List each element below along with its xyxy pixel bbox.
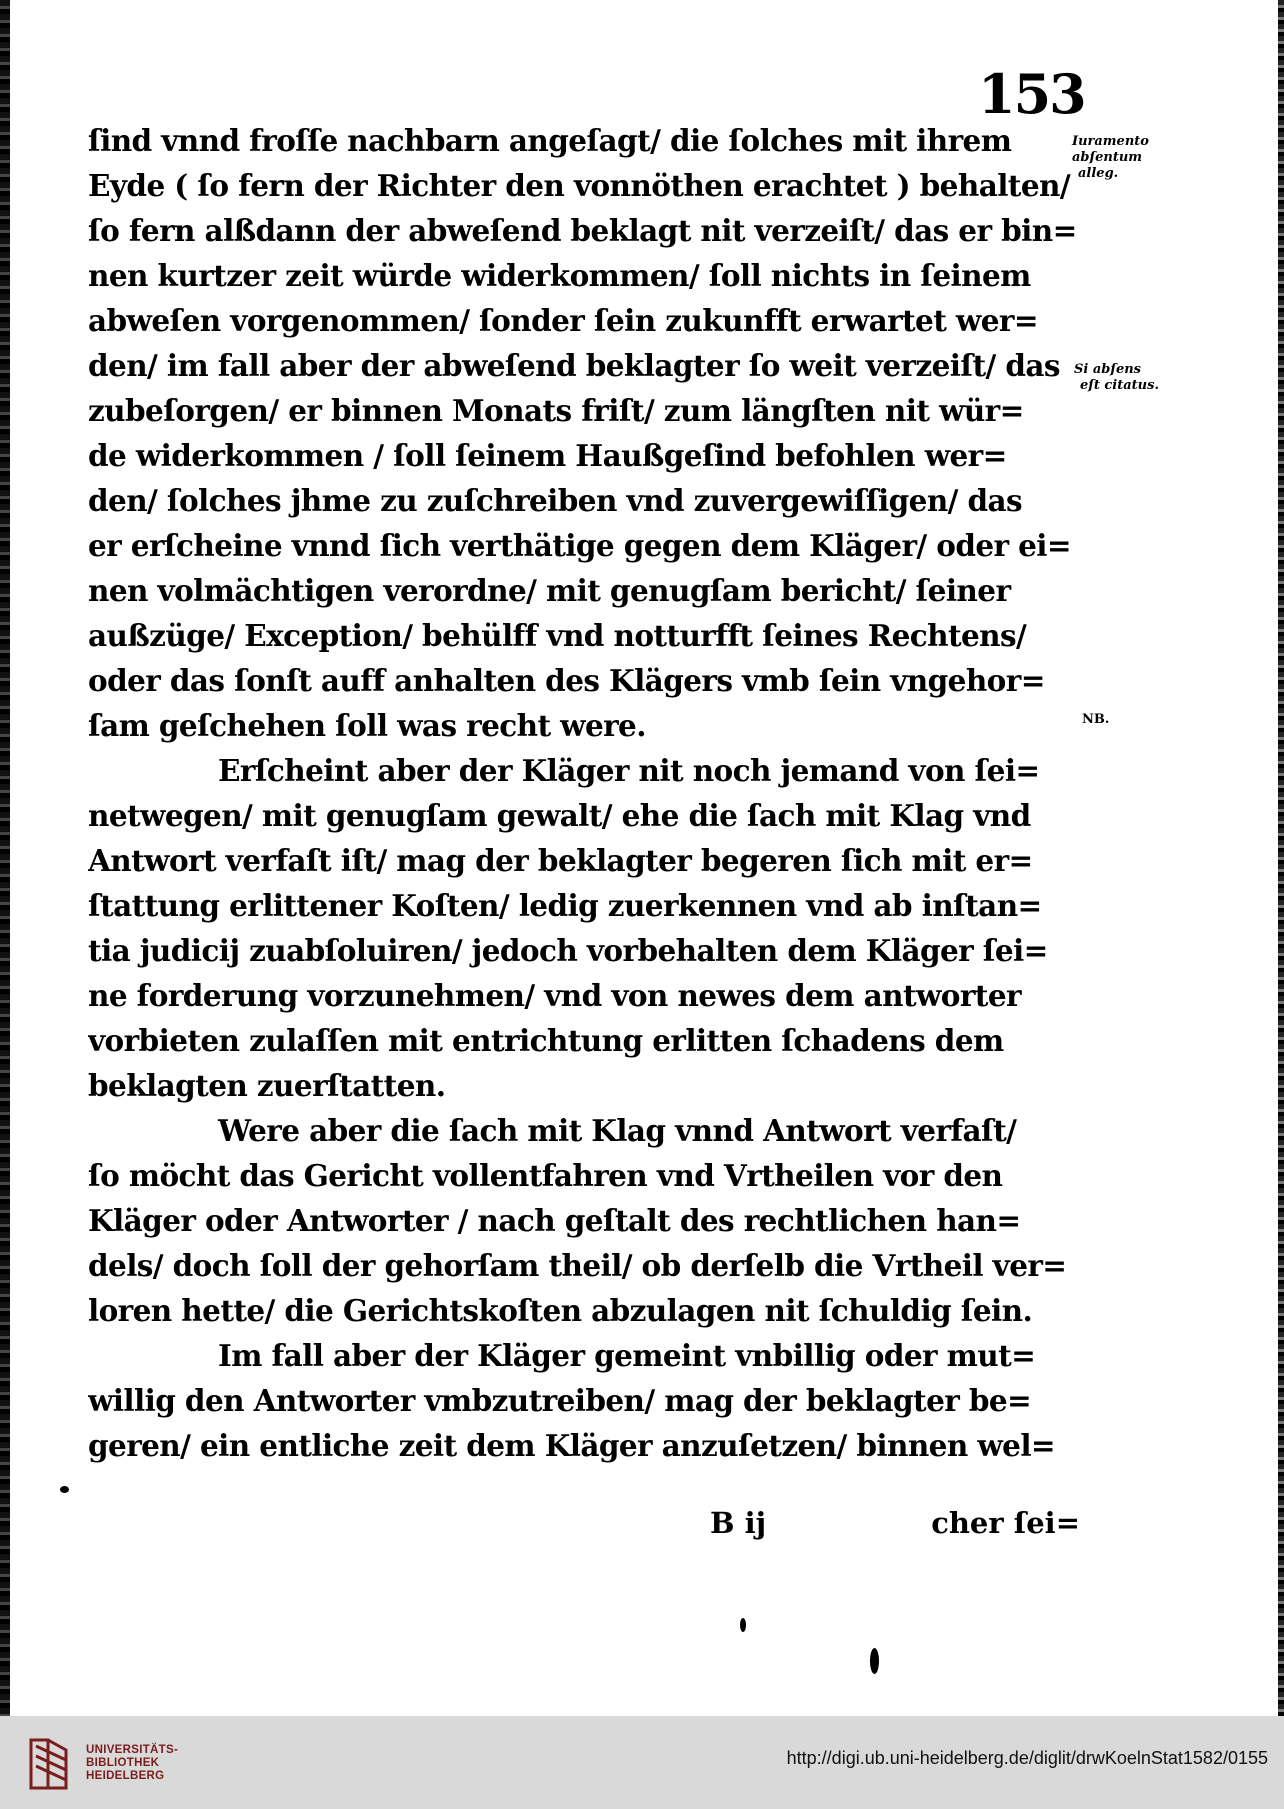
catchword: cher ſei= — [931, 1506, 1080, 1540]
text-line: ſo möcht das Gericht vollentfahren vnd Vrtheilen vor den — [88, 1158, 1003, 1193]
margin-note-si-absens — [1074, 362, 1159, 394]
library-logo-text — [86, 1744, 178, 1783]
text-line: ne forderung vorzunehmen/ vnd von newes dem antworter — [88, 978, 1021, 1013]
text-line: ſind vnnd froſſe nachbarn angeſagt/ die ſolches mit ihrem — [88, 123, 1012, 158]
margin-note-line: Iuramento — [1072, 134, 1149, 149]
ink-speck — [870, 1648, 879, 1674]
library-logo[interactable] — [28, 1736, 228, 1792]
footer-bar — [0, 1716, 1284, 1809]
body-text — [88, 118, 1078, 1468]
text-line: er erſcheine vnnd ſich verthätige gegen dem Kläger/ oder ei= — [88, 528, 1072, 563]
ink-speck — [740, 1618, 746, 1632]
text-line: ſo fern alßdann der abweſend beklagt nit verzeiſt/ das er bin= — [88, 213, 1077, 248]
page-number: 153 — [978, 62, 1085, 126]
text-line: vorbieten zulaſſen mit entrichtung erlitten ſchadens dem — [88, 1023, 1004, 1058]
text-line: nen kurtzer zeit würde widerkommen/ ſoll nichts in ſeinem — [88, 258, 1031, 293]
logo-line: HEIDELBERG — [86, 1770, 165, 1782]
permalink-url[interactable]: http://digi.ub.uni-heidelberg.de/diglit/drwKoelnStat1582/0155 — [786, 1748, 1268, 1768]
text-line: geren/ ein entliche zeit dem Kläger anzuſetzen/ binnen wel= — [88, 1428, 1056, 1463]
scan-edge-left — [0, 0, 10, 1716]
margin-note-line: abſentum — [1072, 150, 1143, 165]
text-line: tia judicij zuabſoluiren/ jedoch vorbehalten dem Kläger ſei= — [88, 933, 1048, 968]
text-line: Erſcheint aber der Kläger nit noch jemand von ſei= — [218, 753, 1040, 788]
text-line: Kläger oder Antworter / nach geſtalt des rechtlichen han= — [88, 1203, 1021, 1238]
text-line: de widerkommen / ſoll ſeinem Haußgeſind befohlen wer= — [88, 438, 1007, 473]
text-line: den/ im fall aber der abweſend beklagter ſo weit verzeiſt/ das — [88, 348, 1060, 383]
library-logo-mark-icon — [28, 1736, 70, 1792]
text-line: den/ ſolches jhme zu zuſchreiben vnd zuvergewiſſigen/ das — [88, 483, 1023, 518]
text-line: abweſen vorgenommen/ ſonder ſein zukunfft erwartet wer= — [88, 303, 1038, 338]
text-line: willig den Antworter vmbzutreiben/ mag der beklagter be= — [88, 1383, 1032, 1418]
text-line: dels/ doch ſoll der gehorſam theil/ ob derſelb die Vrtheil ver= — [88, 1248, 1067, 1283]
text-line: zubeſorgen/ er binnen Monats friſt/ zum längſten nit wür= — [88, 393, 1024, 428]
text-line: beklagten zuerſtatten. — [88, 1068, 446, 1103]
text-line: Im fall aber der Kläger gemeint vnbillig oder mut= — [218, 1338, 1036, 1373]
signature-mark: B ij — [710, 1506, 767, 1540]
text-line: außzüge/ Exception/ behülff vnd notturfft ſeines Rechtens/ — [88, 618, 1027, 653]
margin-note-line: Si abſens — [1074, 362, 1141, 377]
margin-note-line: NB. — [1082, 712, 1110, 727]
text-line: loren hette/ die Gerichtskoſten abzulagen nit ſchuldig ſein. — [88, 1293, 1033, 1328]
ink-speck — [60, 1486, 69, 1493]
scan-edge-right — [1278, 0, 1284, 1716]
margin-note-iuramento — [1072, 134, 1149, 182]
text-line: netwegen/ mit genugſam gewalt/ ehe die ſach mit Klag vnd — [88, 798, 1031, 833]
text-line: Antwort verfaſt iſt/ mag der beklagter begeren ſich mit er= — [88, 843, 1033, 878]
margin-note-line: alleg. — [1078, 166, 1119, 181]
text-line: ſtattung erlittener Koſten/ ledig zuerkennen vnd ab inſtan= — [88, 888, 1042, 923]
text-line: oder das ſonſt auff anhalten des Klägers vmb ſein vngehor= — [88, 663, 1045, 698]
text-line: ſam geſchehen ſoll was recht were. — [88, 708, 646, 743]
text-line: Were aber die ſach mit Klag vnnd Antwort verfaſt/ — [218, 1113, 1017, 1148]
logo-line: BIBLIOTHEK — [86, 1757, 160, 1769]
margin-note-nota-bene — [1082, 712, 1109, 728]
logo-line: UNIVERSITÄTS- — [86, 1744, 179, 1756]
margin-note-line: eſt citatus. — [1080, 378, 1159, 393]
text-line: Eyde ( ſo fern der Richter den vonnöthen erachtet ) behalten/ — [88, 168, 1071, 203]
text-line: nen volmächtigen verordne/ mit genugſam bericht/ ſeiner — [88, 573, 1011, 608]
